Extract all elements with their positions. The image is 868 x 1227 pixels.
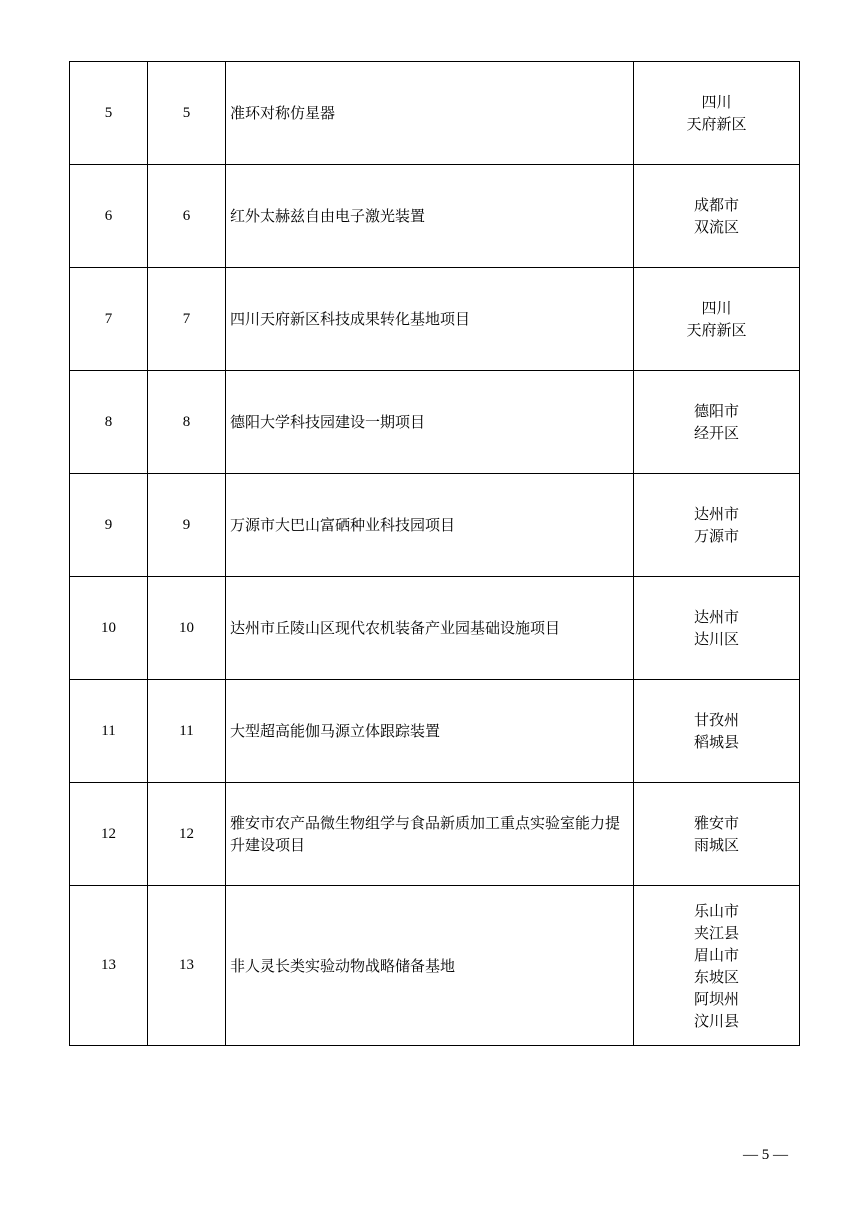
location-line: 汶川县: [693, 1011, 739, 1030]
table-row: [70, 886, 800, 1046]
location-line: 四川: [701, 93, 732, 111]
project-name: 红外太赫兹自由电子激光装置: [226, 165, 634, 268]
table-body: [70, 62, 800, 1046]
table-row: [70, 680, 800, 783]
project-location: [634, 680, 800, 783]
row-sequence: 7: [70, 268, 148, 371]
row-number: 10: [148, 577, 226, 680]
project-location: [634, 886, 800, 1046]
table-row: [70, 783, 800, 886]
project-name: 万源市大巴山富硒种业科技园项目: [226, 474, 634, 577]
location-line: 夹江县: [693, 923, 739, 942]
project-name: 达州市丘陵山区现代农机装备产业园基础设施项目: [226, 577, 634, 680]
project-name: 德阳大学科技园建设一期项目: [226, 371, 634, 474]
row-number: 5: [148, 62, 226, 165]
row-sequence: 8: [70, 371, 148, 474]
location-line: 东坡区: [693, 967, 739, 986]
table-row: [70, 474, 800, 577]
row-sequence: 13: [70, 886, 148, 1046]
row-number: 8: [148, 371, 226, 474]
location-line: 稻城县: [693, 733, 739, 751]
row-sequence: 9: [70, 474, 148, 577]
project-table: [69, 61, 800, 1046]
project-location: [634, 371, 800, 474]
project-location: [634, 783, 800, 886]
project-name: 四川天府新区科技成果转化基地项目: [226, 268, 634, 371]
table-row: [70, 268, 800, 371]
location-line: 甘孜州: [693, 711, 739, 729]
row-number: 11: [148, 680, 226, 783]
row-number: 9: [148, 474, 226, 577]
location-line: 雅安市: [693, 814, 739, 832]
table-row: [70, 62, 800, 165]
row-number: 6: [148, 165, 226, 268]
location-line: 双流区: [693, 218, 739, 236]
project-location: [634, 62, 800, 165]
row-number: 13: [148, 886, 226, 1046]
project-location: [634, 474, 800, 577]
row-sequence: 5: [70, 62, 148, 165]
location-line: 达州市: [693, 505, 739, 523]
location-line: 天府新区: [686, 115, 747, 133]
table-row: [70, 577, 800, 680]
location-line: 乐山市: [693, 901, 739, 920]
project-name: 大型超高能伽马源立体跟踪装置: [226, 680, 634, 783]
project-name: 准环对称仿星器: [226, 62, 634, 165]
row-number: 7: [148, 268, 226, 371]
row-sequence: 10: [70, 577, 148, 680]
location-line: 德阳市: [693, 402, 739, 420]
table-row: [70, 371, 800, 474]
row-sequence: 11: [70, 680, 148, 783]
project-location: [634, 165, 800, 268]
location-line: 经开区: [693, 424, 739, 442]
project-name: 非人灵长类实验动物战略储备基地: [226, 886, 634, 1046]
location-line: 达川区: [693, 630, 739, 648]
location-line: 天府新区: [686, 321, 747, 339]
row-number: 12: [148, 783, 226, 886]
location-line: 万源市: [693, 527, 739, 545]
location-line: 雨城区: [693, 836, 739, 854]
page-number: — 5 —: [743, 1147, 788, 1163]
project-location: [634, 268, 800, 371]
row-sequence: 6: [70, 165, 148, 268]
project-name: 雅安市农产品微生物组学与食品新质加工重点实验室能力提升建设项目: [226, 783, 634, 886]
location-line: 达州市: [693, 608, 739, 626]
location-line: 四川: [701, 299, 732, 317]
table-row: [70, 165, 800, 268]
project-location: [634, 577, 800, 680]
location-line: 眉山市: [693, 945, 739, 964]
location-line: 阿坝州: [693, 989, 739, 1008]
row-sequence: 12: [70, 783, 148, 886]
location-line: 成都市: [693, 196, 739, 214]
